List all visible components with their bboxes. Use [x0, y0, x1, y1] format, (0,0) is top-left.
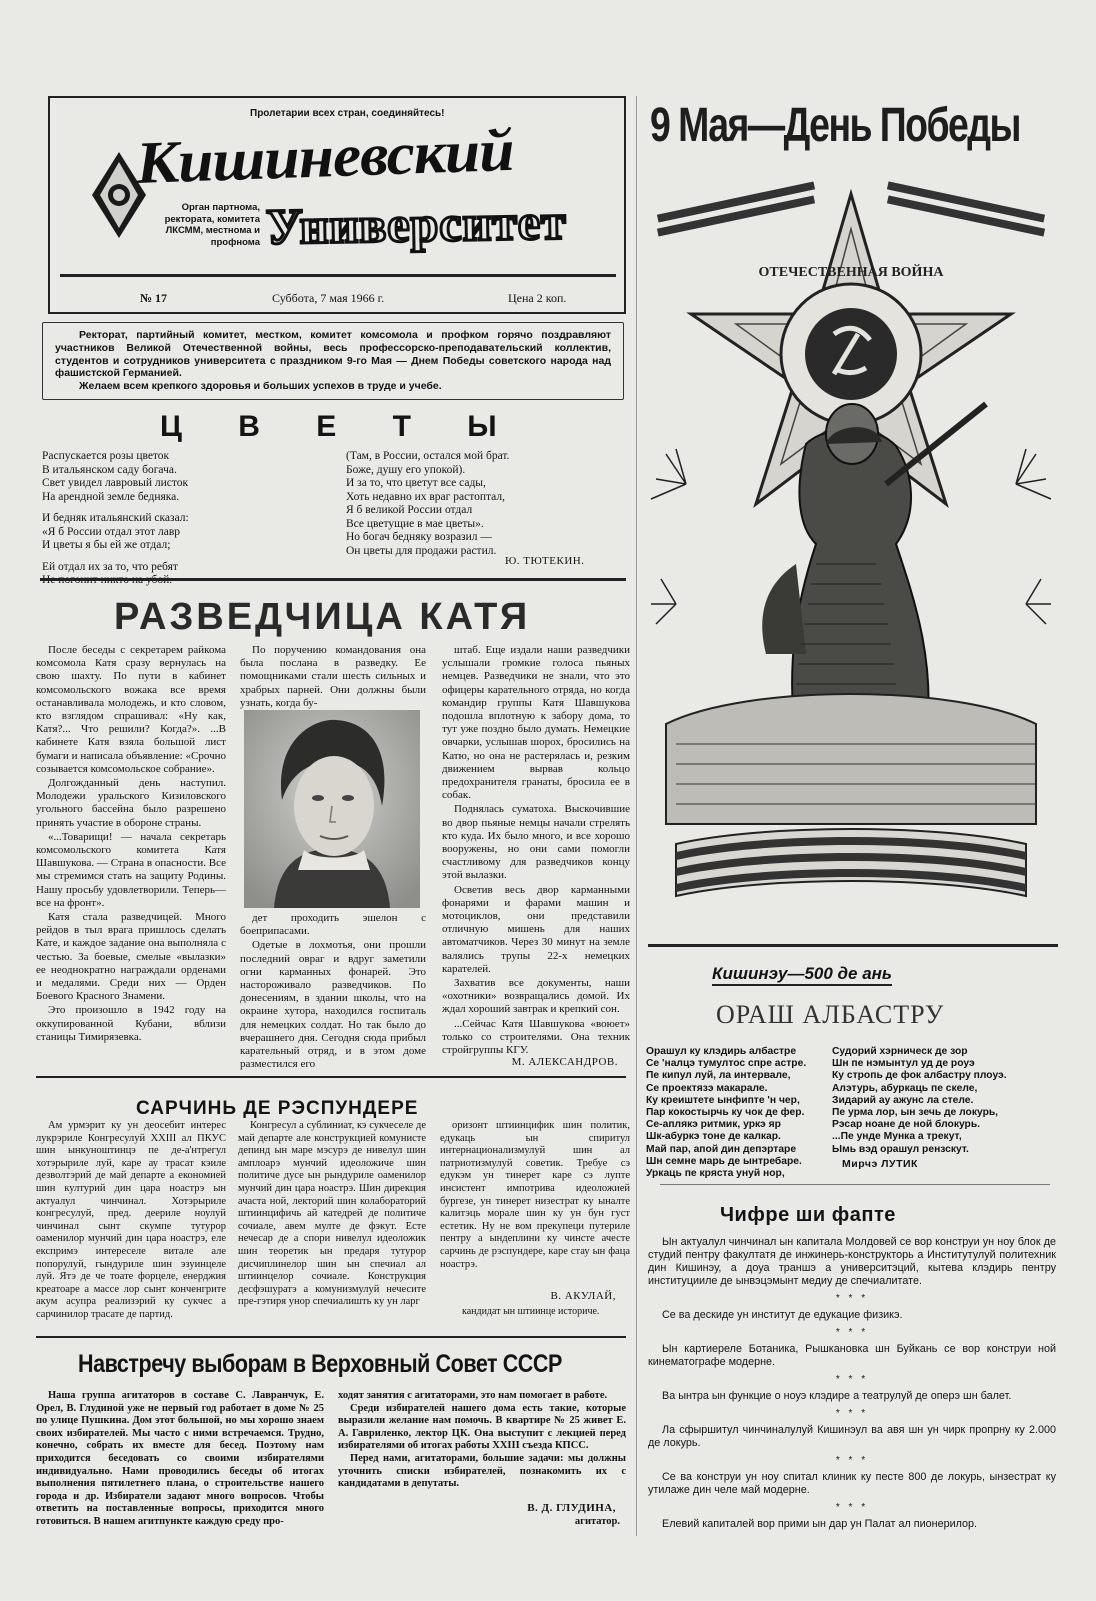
tsifre-headline: Чифре ши фапте [720, 1204, 896, 1226]
kishinau-author: Мирчэ ЛУТИК [842, 1158, 918, 1170]
divider-kishinau [660, 1184, 1050, 1185]
tsifre-item: Се ва дескиде ун институт де едукацие физикэ. [662, 1309, 903, 1321]
greeting-wish: Желаем всем крепкого здоровья и больших успехов в труде и учебе. [79, 380, 442, 393]
poem-line [42, 504, 189, 512]
separator-stars: * * * [835, 1374, 869, 1385]
poem-line: Пе кипул луй, ла интервале, [646, 1070, 791, 1082]
vybory-column-2: ходят занятия с агитаторами, это нам помогает в работе. Среди избирателей нашего дома есть такие, которые выразили желание нам помочь. В квартире № 25 живет Е. А. Гавриленко, лектор ЦК. Она выступит с лекцией перед избирателями об итогах работы XXIII съезда КПСС. Перед нами, агитаторами, большие задачи: мы должны уточнить списки избирателей, познакомить их с кандидатами в депутаты. [338, 1390, 626, 1490]
kishinau-poem-left [646, 1046, 806, 1180]
poem-author: Ю. ТЮТЕКИН. [505, 555, 585, 567]
poem-line: Шн пе нэмынтул уд де роуэ [832, 1058, 975, 1070]
vybory-author: В. Д. ГЛУДИНА, [527, 1502, 616, 1514]
katya-headline: РАЗВЕДЧИЦА КАТЯ [114, 596, 531, 638]
poem-line: Свет увидел лавровый листок [42, 477, 189, 489]
poem-title: Ц В Е Т Ы [160, 410, 499, 443]
poem-line: (Там, в России, остался мой брат. [346, 450, 510, 462]
poem-line: И за то, что цветут все сады, [346, 477, 486, 489]
poem-line: Зидарий ау ажунс ла стеле. [832, 1094, 974, 1106]
poem-line: Се 'налцэ тумултос спре астре. [646, 1058, 807, 1070]
sarchin-column-1: Ам урмэрит ку ун деосебит интерес лукрэриле Конгресулуй XXIII ал ПКУС шин ынкуноштинцэ пе де-а'нтрегул хотэрыриле луй, каре ау трасат кэиле дезволтэрий де май департе а економией шин културий дин цара ноастрэ ын актуалул чинчинал. Хотэрыриле конгресулуй, пред. деериле ноулуй чинчинал сынт скумпе тутурор оаменилор мунчий дин цара ноастрэ, еле експримэ интереселе витале але попорулуй, гындуриле шин эзуинцеле луй. Ятэ де че тоате форцеле, енерджия креатоаре а массе лор сынт конченгрите акум асупра реализэрий ку сукчес а сарчинилор трасате де партид. [36, 1120, 226, 1320]
poem-right-stanza [346, 450, 509, 558]
portrait-photo [244, 710, 420, 908]
poem-line: Се-аплякэ ритмик, уркэ яр [646, 1119, 781, 1131]
poem-line: Алэтурь, абуркаць пе скеле, [832, 1082, 978, 1094]
poem-line [42, 553, 189, 561]
poem-line: Шн семне марь де ынтребаре. [646, 1155, 802, 1167]
greeting-text: Ректорат, партийный комитет, местком, комитет комсомола и профком горячо поздравляют участников Великой Отечественной войны, весь профессорско-преподавательский коллектив, студентов и сотрудников университета с праздником 9-го Мая — Днем Победы советского народа над фашистской Германией. [55, 329, 611, 380]
poem-line: Пе урма лор, ын зечь де локурь, [832, 1107, 999, 1119]
poem-line: «Я б России отдал этот лавр [42, 525, 181, 538]
poem-line: Судорий хэрническ де зор [832, 1046, 968, 1057]
issue-date: Суббота, 7 мая 1966 г. [272, 291, 385, 305]
poem-line: Все цветущие в мае цветы». [346, 517, 484, 530]
poem-line: Уркаць пе кряста унуй нор, [646, 1168, 785, 1180]
tsifre-item: Ла сфыршитул чинчиналулуй Кишинэул ва авя шн ун чирк пропрну ку 2.000 де локурь. [648, 1424, 1056, 1449]
divider-poem [40, 578, 626, 581]
masthead [48, 96, 626, 314]
poem-line: Ку стропь де фок албастру плоуэ. [832, 1070, 1007, 1082]
page-column-divider [636, 96, 637, 1536]
tsifre-list [648, 1236, 1056, 1536]
poem-line: Распускается розы цветок [42, 450, 170, 462]
tsifre-item: Се ва конструи ун ноу спитал клиник ку песте 800 де локурь, ынзестрат ку утилаже дин челе май модерне. [648, 1471, 1056, 1496]
poem-line: Орашул ку клэдирь албастре [646, 1046, 797, 1057]
separator-stars: * * * [835, 1293, 869, 1304]
kishinau-poem-title: ОРАШ АЛБАСТРУ [716, 1000, 945, 1029]
kishinau-poem-right [832, 1046, 1007, 1156]
sarchin-column-2: Конгресул а сублиниат, кэ сукчеселе де май департе але конструкцией комунисте депинд ын маре мэсурэ де нивелул шин амплоарэ мунчий идеоложиче шин политиче дусе ын рындуриле оаменилор мунчий дин цара ноастрэ. Шин дирекция ачаста ной, лекторий шин колабораторий штиинцифичь ай катедрей де политиче сочиале, авем мулте де фэкут. Есте нечесар де а спори нивелул идеоложик шин теоретик ын предаря тутурор дисчиплинелор шин ын спечиал ал штиинцелор сочиале. Конструкция десфэшуратэ а комунизмулуй нечесите пре-гэтиря унор спечиалишть ку ун ларг [238, 1120, 426, 1308]
poem-line: И цветы я бы ей же отдал; [42, 539, 171, 551]
katya-column-2-top: По поручению командования она была послана в разведку. Ее помощниками стали шесть сильных и храбрых парней. Они должны были узнать, когда бу- [240, 644, 426, 709]
greeting-box [42, 322, 624, 400]
poem-line: И бедняк итальянский сказал: [42, 512, 189, 524]
masthead-slogan: Пролетарии всех стран, соединяйтесь! [250, 108, 445, 119]
separator-stars: * * * [835, 1455, 869, 1466]
tsifre-item: Ын картиереле Ботаника, Рышкановка шн Буйкань се вор конструи ной кинематографе модерне. [648, 1343, 1056, 1368]
masthead-title-line2: Университет [265, 193, 567, 255]
katya-author: М. АЛЕКСАНДРОВ. [511, 1056, 618, 1068]
vybory-author-title: агитатор. [574, 1516, 620, 1527]
katya-column-2-bottom: дет проходить эшелон с боеприпасами. Одетые в лохмотья, они прошли последний овраг и вдруг заметили огни карманных фонарей. Это настороживало разведчиков. По донесениям, в здании школы, что на окраине хутора, находился госпиталь для немецких солдат. Но так было до вчерашнего дня. Сегодня сюда прибыл карательный отряд, и в этом доме разместился его [240, 912, 426, 1071]
poem-line: На арендной земле бедняка. [42, 490, 180, 503]
poem-line: Боже, душу его упокой). [346, 463, 466, 476]
poem-line: ...Пе унде Мунка а трекут, [832, 1131, 962, 1143]
katya-column-1: После беседы с секретарем райкома комсомола Катя сразу вернулась на свою шахту. По пути в кабинет комсомольского вожака все время останавливала молодежь, и кто словом, кто взглядом спрашивал: «Ну как, Катя?... Что решили? Когда?». ...В кабинете Катя взяла большой лист бумаги и написала объявление: «Срочно созывается комсомольское собрание». Долгожданный день наступил. Молодежи уральского Кизиловского угольного бассейна было разрешено принять участие в обороне страны. «...Товарищи! — начала секретарь комсомольского комитета Катя Шавшукова. — Страна в опасности. Все мы стремимся стать на защиту Родины. Нашу просьбу удовлетворили. Теперь—все на фронт». Катя стала разведчицей. Много рейдов в тыл врага пришлось сделать Кате, и каждое задание она выполняла с честью. За боевые, смелые «вылазки» ее неоднократно награждали орденами и медалями. Среди них — Орден Боевого Красного Знамени. Это произошло в 1942 году на оккупированной Кубани, вблизи станицы Тимирязевка. [36, 644, 226, 1043]
poem-line: Май пар, апой дин депэртаре [646, 1143, 797, 1155]
victory-illustration [646, 184, 1056, 936]
tsifre-item: Ва ынтра ын функцие о ноуэ клэдире а театрулуй де оперэ шн балет. [662, 1390, 1012, 1402]
poem-line: Шк-абуркэ тоне де калкар. [646, 1131, 781, 1143]
separator-stars: * * * [835, 1408, 869, 1419]
poem-line: Се проектязэ макарале. [646, 1082, 768, 1094]
sarchin-headline: САРЧИНЬ ДЕ РЭСПУНДЕРЕ [136, 1098, 419, 1119]
kishinau-banner: Кишинэу—500 де ань [712, 964, 892, 986]
katya-column-3: штаб. Еще издали наши разведчики услышали громкие голоса пьяных немцев. Разведчики не знали, что это офицеры карательного отряда, но когда командир группы Катя Шавшукова подошла вплотную к забору дома, то тут уже поздно было думать. Немецкие овчарки, услышав шорох, бросились на Катю, но она не растерялась и, резким движением вырвав кольцо предохранителя гранаты, бросила ее в собак. Поднялась суматоха. Выскочившие во двор пьяные немцы начали стрелять кто куда. Их было много, и все хорошо вооружены, но они сами помогли счастливому для разведчиков концу этой вылазки. Осветив весь двор карманными фонарями и фарами машин и мотоциклов, они представили отличную мишень для наших автоматчиков. Через 30 минут на земле валялись трупы 22-х немецких карателей. Захватив все документы, наши «охотники» возвращались домой. Их ждал хороший завтрак и крепкий сон. ...Сейчас Катя Шавшукова «воюет» только со строителями. Она техник стройгруппы КГУ. [442, 644, 630, 1057]
vybory-column-1: Наша группа агитаторов в составе С. Лавранчук, Е. Орел, В. Глудиной уже не первый год работает в доме № 25 по улице Пушкина. Дом этот большой, но мы хорошо знаем своих избирателей. Мы часто с ними встречаемся. Трудно, конечно, собрать их вместе для бесед. Поэтому нам приходится беседовать со своими избирателями индивидуально. Нами проводились беседы об итогах выполнения пятилетнего плана, о строительстве нашего города и др. Избиратели задают много вопросов. Чтобы ответить на поставленные вопросы, приходится много готовиться. В нашем агитпункте каждую среду про- [36, 1390, 324, 1527]
medal-text: ОТЕЧЕСТВЕННАЯ ВОЙНА [758, 265, 944, 280]
poem-line: Ку креиштете ынфипте 'н чер, [646, 1094, 800, 1106]
poem-line: Но богач бедняку возразил — [346, 531, 492, 543]
separator-stars: * * * [835, 1327, 869, 1338]
sarchin-column-3: оризонт штиинцифик шин политик, едукаць ын спиритул интернационализмулуй шин ал патриотизмулуй советик. Требуе сэ едукэм ун тинерет каре сэ лупте инсистент импотрива идеоложией бургезе, ун тинерет низестрат ку ыналте калитэць морале шин ку ун бун густ естетик. Ну не вом прекупеци путериле пентру а ындеплини ку чинсте ачесте сарчинь де рэспундере, каре стау ын фаца ноастрэ. [440, 1120, 630, 1270]
poem-line: Хоть недавно их враг растоптал, [346, 490, 505, 503]
issue-number: № 17 [140, 291, 168, 305]
poem-line: Рэсар ноане де ной блокурь. [832, 1119, 981, 1131]
tsifre-item: Ын актуалул чинчинал ын капитала Молдовей се вор конструи ун ноу блок де студий пентру факултатя де инжинерь-конструкторь а Институтулуй политехник дин Кишинэу, а доуа траншэ а университэций, кытева клэдирь пентру институцииле де ынвэцэмынт медиу де спечиалитате. [648, 1236, 1056, 1287]
victory-bottom-rule [648, 944, 1058, 947]
divider-sarchin [36, 1336, 626, 1338]
masthead-title-line1: Кишиневский [134, 116, 515, 196]
masthead-divider [60, 274, 616, 277]
sarchin-author-title: кандидат ын штиинце историче. [462, 1306, 600, 1317]
sarchin-author: В. АКУЛАЙ, [550, 1290, 616, 1302]
issue-price: Цена 2 коп. [508, 291, 567, 305]
poem-line: Ымь вэд орашул рензскут. [832, 1143, 969, 1155]
masthead-organ: Орган партнома, ректората, комитета ЛКСММ, местнома и профнома [164, 202, 260, 248]
poem-line: Пар кокостырчь ку чок де фер. [646, 1107, 805, 1119]
poem-left-stanza [42, 450, 189, 588]
poem-line: В итальянском саду богача. [42, 463, 177, 476]
vybory-headline: Навстречу выборам в Верховный Совет СССР [78, 1350, 562, 1378]
separator-stars: * * * [835, 1502, 869, 1513]
poem-line: Он цветы для продажи растил. [346, 544, 497, 557]
tsifre-item: Елевий капиталей вор прими ын дар ун Палат ал пионерилор. [662, 1518, 978, 1530]
divider-katya [36, 1076, 626, 1078]
victory-headline: 9 Мая—День Победы [650, 99, 1020, 152]
poem-line: Я б великой России отдал [346, 504, 473, 516]
poem-line: Ей отдал их за то, что ребят [42, 560, 178, 573]
